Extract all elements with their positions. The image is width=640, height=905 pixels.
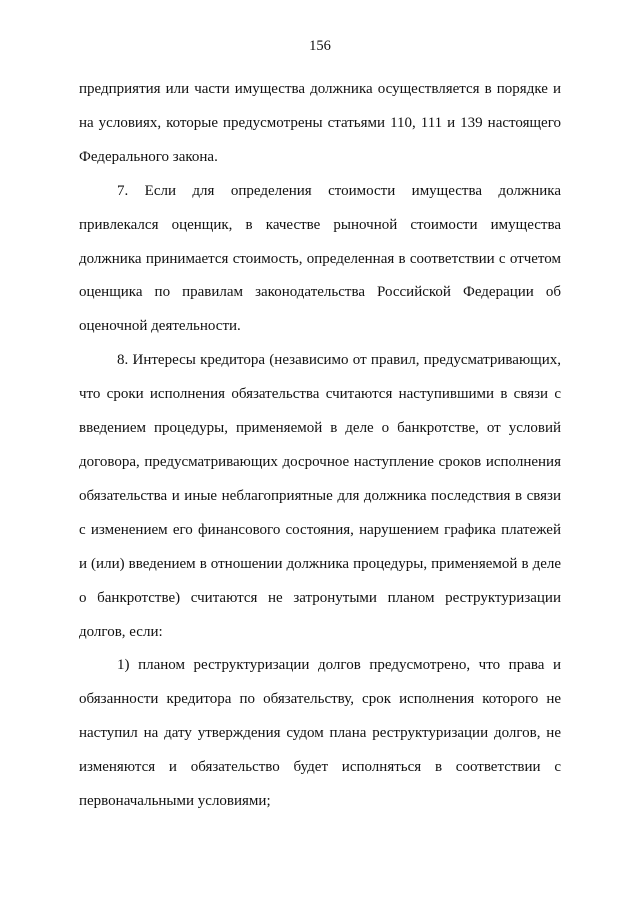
document-body xyxy=(79,73,561,819)
paragraph-subitem-1: 1) планом реструктуризации долгов предусмотрено, что права и обязанности кредитора по обязательству, срок исполнения которого не наступил на дату утверждения судом плана реструктуризации долгов, не изменяются и обязательство будет исполняться в соответствии с первоначальными условиями; xyxy=(79,657,561,810)
paragraph-continuation: предприятия или части имущества должника осуществляется в порядке и на условиях, которые предусмотрены статьями 110, 111 и 139 настоящего Федерального закона. xyxy=(79,81,561,165)
paragraph-item-7: 7. Если для определения стоимости имущества должника привлекался оценщик, в качестве рыночной стоимости имущества должника принимается стоимость, определенная в соответствии с отчетом оценщика по правилам законодательства Российской Федерации об оценочной деятельности. xyxy=(79,182,561,335)
paragraph-item-8: 8. Интересы кредитора (независимо от правил, предусматривающих, что сроки исполнения обязательства считаются наступившими в связи с введением процедуры, применяемой в деле о банкротстве, от условий договора, предусматривающих досрочное наступление сроков исполнения обязательства и иные неблагоприятные для должника последствия в связи с изменением его финансового состояния, нарушением графика платежей и (или) введением в отношении должника процедуры, применяемой в деле о банкротстве) считаются не затронутыми планом реструктуризации долгов, если: xyxy=(79,352,561,640)
page-number: 156 xyxy=(309,38,331,54)
